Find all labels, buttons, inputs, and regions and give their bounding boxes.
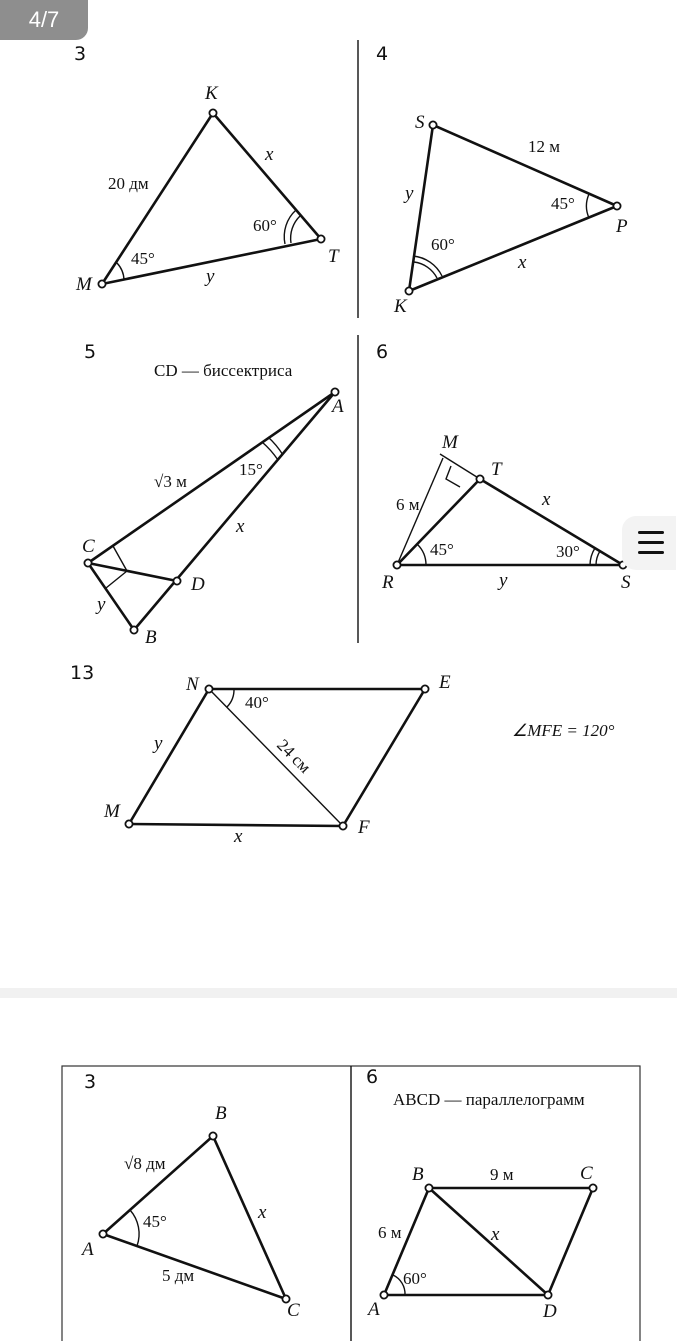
segment-cd — [548, 1188, 593, 1295]
side-label: x — [265, 144, 274, 165]
problem-number: 4 — [376, 43, 389, 65]
vertex-label: M — [442, 432, 458, 453]
vertex-label: M — [104, 801, 120, 822]
point-r — [393, 561, 400, 568]
segment-sk — [409, 125, 433, 291]
point-p — [613, 202, 620, 209]
segment-sp — [433, 125, 617, 206]
vertex-label: C — [82, 536, 95, 557]
segment-nf — [209, 689, 343, 826]
side-label: 12 м — [528, 137, 561, 156]
point-m — [125, 820, 132, 827]
side-label: y — [154, 733, 163, 754]
side-label: x — [234, 826, 243, 847]
side-label: y — [206, 266, 215, 287]
vertex-label: R — [382, 572, 394, 593]
problem-5-top — [82, 341, 344, 648]
vertex-label: A — [82, 1239, 94, 1260]
angle-label: 30° — [556, 542, 580, 561]
angle-arc-k-1 — [413, 256, 442, 276]
point-t — [317, 235, 324, 242]
point-b — [130, 626, 137, 633]
problem-6-top — [376, 341, 631, 593]
side-label: x — [258, 1202, 267, 1223]
segment-bd — [429, 1188, 548, 1295]
vertex-label: C — [287, 1300, 300, 1321]
angle-arc-a — [130, 1210, 139, 1246]
problem-note: CD — биссектриса — [154, 361, 293, 380]
angle-label: 45° — [551, 194, 575, 213]
side-label: 5 дм — [162, 1266, 195, 1285]
segment-bc — [213, 1136, 286, 1299]
side-label: y — [97, 594, 106, 615]
problem-number: 6 — [366, 1066, 379, 1088]
angle-arc-p — [586, 194, 589, 218]
segment-ts — [480, 479, 623, 565]
angle-label: 45° — [131, 249, 155, 268]
point-a — [331, 388, 338, 395]
angle-arc-s-2 — [596, 551, 600, 565]
problem-4-top — [376, 43, 628, 317]
angle-arc-r — [417, 544, 426, 565]
page-counter-text: 4/7 — [28, 7, 60, 32]
segment-cb — [88, 563, 134, 630]
side-label: y — [405, 183, 414, 204]
angle-arc-m — [117, 263, 124, 280]
right-angle-mark — [446, 466, 460, 487]
vertex-label: T — [491, 459, 502, 480]
point-f — [339, 822, 346, 829]
problem-6-bottom — [366, 1066, 597, 1322]
vertex-label: B — [412, 1164, 424, 1185]
side-label: 20 дм — [108, 174, 149, 193]
side-label: x — [542, 489, 551, 510]
problem-number: 13 — [70, 662, 95, 684]
problem-number: 3 — [84, 1071, 97, 1093]
vertex-label: E — [439, 672, 451, 693]
segment-mk — [102, 113, 213, 284]
point-s — [429, 121, 436, 128]
point-d — [173, 577, 180, 584]
vertex-label: N — [186, 674, 199, 695]
side-label: x — [236, 516, 245, 537]
problem-number: 3 — [74, 43, 87, 65]
point-a — [380, 1291, 387, 1298]
vertex-label: B — [145, 627, 157, 648]
point-b — [425, 1184, 432, 1191]
point-t — [476, 475, 483, 482]
angle-label: 60° — [253, 216, 277, 235]
vertex-label: K — [205, 83, 218, 104]
side-label: 24 см — [273, 735, 315, 777]
angle-label: 60° — [403, 1269, 427, 1288]
angle-arc-a-2 — [268, 437, 283, 455]
vertex-label: M — [76, 274, 92, 295]
vertex-label: S — [621, 572, 631, 593]
problem-note: ∠MFE = 120° — [512, 721, 615, 740]
vertex-label: C — [580, 1163, 593, 1184]
angle-arc-n — [227, 689, 234, 707]
segment-ef — [343, 689, 425, 826]
angle-label: 15° — [239, 460, 263, 479]
side-label: 9 м — [490, 1165, 514, 1184]
problem-note: ABCD — параллелограмм — [393, 1090, 585, 1109]
point-a — [99, 1230, 106, 1237]
side-label: x — [491, 1224, 500, 1245]
point-k — [209, 109, 216, 116]
vertex-label: A — [368, 1299, 380, 1320]
point-n — [205, 685, 212, 692]
point-d — [544, 1291, 551, 1298]
angle-label: 45° — [430, 540, 454, 559]
vertex-label: T — [328, 246, 339, 267]
vertex-label: F — [358, 817, 370, 838]
problem-number: 5 — [84, 341, 97, 363]
side-label: √8 дм — [124, 1154, 166, 1173]
point-e — [421, 685, 428, 692]
point-c — [589, 1184, 596, 1191]
segment-nm — [129, 689, 209, 824]
problem-number: 6 — [376, 341, 389, 363]
page-counter-badge — [0, 0, 88, 40]
side-label: y — [499, 570, 508, 591]
angle-arc-s-1 — [590, 548, 595, 565]
vertex-label: A — [332, 396, 344, 417]
card-separator — [0, 988, 677, 998]
vertex-label: S — [415, 112, 425, 133]
vertex-label: D — [543, 1301, 557, 1322]
vertex-label: D — [191, 574, 205, 595]
problem-13-top — [70, 662, 615, 847]
side-label: 6 м — [396, 495, 420, 514]
angle-arc-t-2 — [291, 216, 300, 243]
segment-cd — [88, 563, 177, 581]
angle-label: 40° — [245, 693, 269, 712]
segment-mt — [440, 454, 480, 479]
side-label: 6 м — [378, 1223, 402, 1242]
angle-label: 45° — [143, 1212, 167, 1231]
vertex-label: P — [616, 216, 628, 237]
problem-3-bottom — [80, 1071, 300, 1321]
side-label: √3 м — [154, 472, 187, 491]
point-k — [405, 287, 412, 294]
point-c — [84, 559, 91, 566]
vertex-label: B — [215, 1103, 227, 1124]
point-b — [209, 1132, 216, 1139]
angle-label: 60° — [431, 235, 455, 254]
point-m — [98, 280, 105, 287]
problem-3-top — [74, 43, 340, 295]
menu-button[interactable] — [622, 516, 676, 570]
vertex-label: K — [394, 296, 407, 317]
side-label: x — [518, 252, 527, 273]
segment-ac — [103, 1234, 286, 1299]
